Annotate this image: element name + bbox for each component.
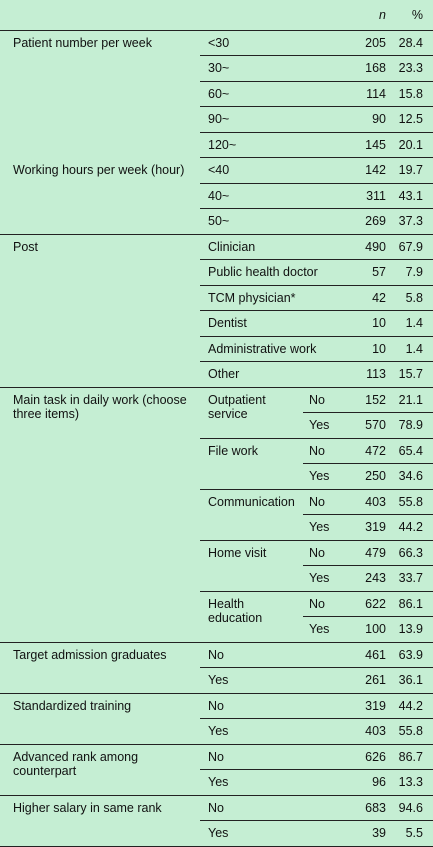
table-row: Main task in daily work (choose three items) Outpatient service No 152 21.1 (0, 387, 433, 413)
table-row: Public health doctor 57 7.9 (0, 260, 433, 286)
table-header-row (0, 0, 433, 30)
pct-header: % (392, 0, 433, 30)
table-row: Home visit No 479 66.3 (0, 540, 433, 566)
table-row: Post Clinician 490 67.9 (0, 234, 433, 260)
table-row: Yes 403 55.8 (0, 719, 433, 745)
table-row: 120~ 145 20.1 (0, 132, 433, 158)
table-row: Yes 100 13.9 (0, 617, 433, 643)
table-row: Advanced rank among counterpart No 626 86.7 (0, 744, 433, 770)
table-row: Health education No 622 86.1 (0, 591, 433, 617)
task-name: Health education (200, 591, 303, 642)
variable-label: Patient number per week (13, 35, 152, 50)
variable-label: Target admission graduates (0, 642, 200, 693)
table-row: Yes 96 13.3 (0, 770, 433, 796)
variable-label: Higher salary in same rank (0, 795, 200, 846)
task-name: Communication (200, 489, 303, 540)
variable-label: Post (0, 234, 200, 387)
table-row: 60~ 114 15.8 (0, 81, 433, 107)
variable-label: Main task in daily work (choose three items) (0, 387, 200, 642)
table-row: Administrative work 10 1.4 (0, 336, 433, 362)
variable-label: Advanced rank among counterpart (0, 744, 200, 795)
task-name: File work (200, 438, 303, 489)
table-row: Target admission graduates No 461 63.9 (0, 642, 433, 668)
task-name: Outpatient service (208, 392, 266, 421)
table-row: Yes 261 36.1 (0, 668, 433, 694)
table-row: Yes 570 78.9 (0, 413, 433, 439)
variable-label: Working hours per week (hour) (0, 158, 200, 235)
task-name: Home visit (200, 540, 303, 591)
table-row: File work No 472 65.4 (0, 438, 433, 464)
table-row: Yes 39 5.5 (0, 821, 433, 847)
table-row: Standardized training No 319 44.2 (0, 693, 433, 719)
table-row: 50~ 269 37.3 (0, 209, 433, 235)
table-row: Yes 243 33.7 (0, 566, 433, 592)
table-row: Working hours per week (hour) <40 142 19.7 (0, 158, 433, 184)
table-row: Patient number per week <30 205 28.4 (0, 30, 433, 56)
variable-label: Standardized training (0, 693, 200, 744)
table-row: 40~ 311 43.1 (0, 183, 433, 209)
table-row: 30~ 168 23.3 (0, 56, 433, 82)
table-row: Higher salary in same rank No 683 94.6 (0, 795, 433, 821)
table-row: Yes 319 44.2 (0, 515, 433, 541)
table-row: Dentist 10 1.4 (0, 311, 433, 337)
table-row: Yes 250 34.6 (0, 464, 433, 490)
n-header: n (348, 0, 392, 30)
table-row: 90~ 90 12.5 (0, 107, 433, 133)
table-row: Other 113 15.7 (0, 362, 433, 388)
table-row: TCM physician* 42 5.8 (0, 285, 433, 311)
table-row: Communication No 403 55.8 (0, 489, 433, 515)
